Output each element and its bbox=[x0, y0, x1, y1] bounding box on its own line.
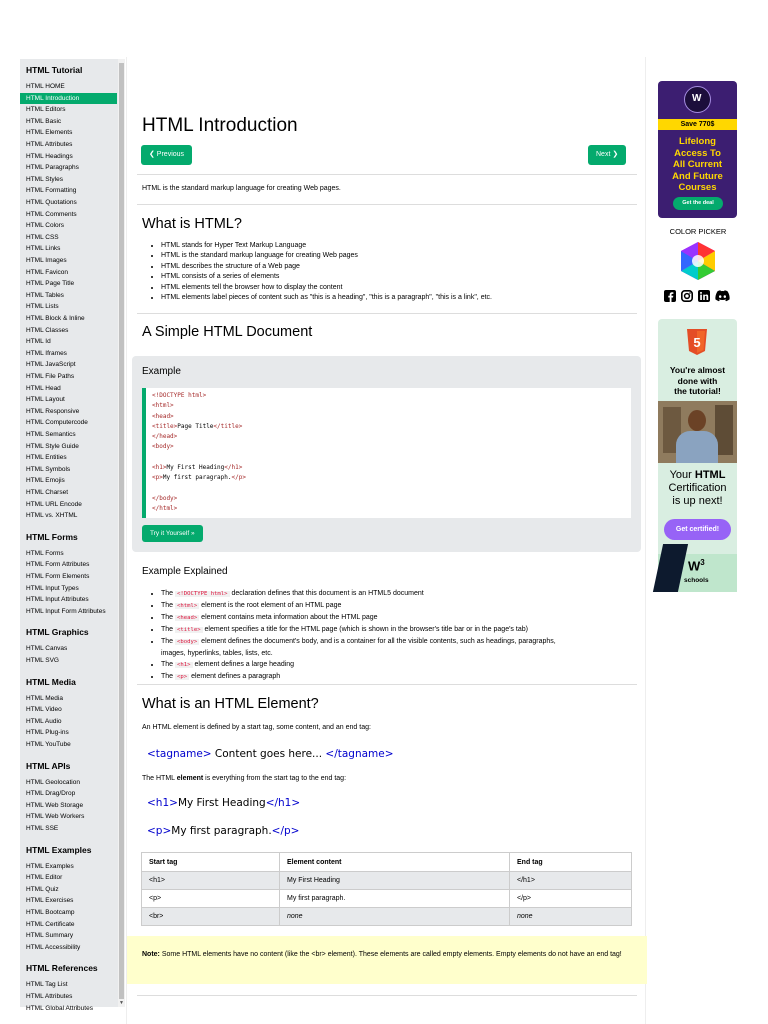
divider bbox=[137, 995, 637, 996]
element-definition-post: is everything from the start tag to the end tag: bbox=[203, 775, 347, 782]
list-item: • HTML elements tell the browser how to display the content bbox=[161, 283, 492, 293]
sidebar-item[interactable]: HTML Elements bbox=[26, 129, 73, 137]
ad1-line: All Current bbox=[672, 159, 723, 170]
sidebar-item[interactable]: HTML Accessibility bbox=[26, 943, 81, 951]
explained-post: element specifies a title for the HTML page (which is shown in the browser's title bar or in the page's tab) bbox=[202, 626, 528, 633]
inline-code: <!DOCTYPE html> bbox=[177, 591, 228, 597]
list-item: • HTML describes the structure of a Web page bbox=[161, 262, 492, 272]
section-title-what-is-html: What is HTML? bbox=[142, 216, 242, 232]
list-item bbox=[161, 612, 556, 624]
sidebar-item[interactable]: HTML Editor bbox=[26, 874, 63, 882]
sidebar-item[interactable]: HTML Global Attributes bbox=[26, 1004, 93, 1012]
example-title: Example bbox=[142, 366, 181, 377]
intro-text: HTML is the standard markup language for creating Web pages. bbox=[142, 185, 341, 192]
explained-pre: The bbox=[161, 614, 176, 621]
ad2-line: the tutorial! bbox=[674, 386, 721, 396]
sidebar-item[interactable]: HTML Geolocation bbox=[26, 778, 80, 786]
table-cell: My First Heading bbox=[280, 872, 510, 890]
sidebar-item[interactable]: HTML Layout bbox=[26, 396, 65, 404]
table-cell: <br> bbox=[142, 908, 280, 926]
list-item: • HTML consists of a series of elements bbox=[161, 272, 492, 282]
sidebar-item[interactable]: HTML YouTube bbox=[26, 741, 71, 748]
code-line: <title>Page Title</title> bbox=[152, 422, 243, 430]
sidebar-item[interactable]: HTML Bootcamp bbox=[26, 909, 75, 916]
discord-icon[interactable] bbox=[715, 290, 730, 302]
explained-pre: The bbox=[161, 602, 176, 609]
sidebar-item[interactable]: HTML Favicon bbox=[26, 268, 69, 276]
p-close: </p> bbox=[271, 825, 300, 837]
instagram-icon[interactable] bbox=[681, 290, 693, 302]
list-item: • HTML is the standard markup language for creating Web pages bbox=[161, 251, 492, 261]
table-row bbox=[142, 890, 632, 908]
explained-post: element is the root element of an HTML page bbox=[199, 602, 342, 609]
table-cell: <p> bbox=[142, 890, 280, 908]
explained-post: element defines a paragraph bbox=[189, 673, 281, 680]
sidebar-item[interactable]: HTML URL Encode bbox=[26, 500, 82, 508]
p-example bbox=[147, 825, 299, 837]
list-item bbox=[161, 659, 556, 671]
sidebar-item[interactable]: HTML Classes bbox=[26, 326, 69, 334]
sidebar-item[interactable]: HTML Web Workers bbox=[26, 813, 85, 821]
table-cell: My first paragraph. bbox=[280, 890, 510, 908]
sidebar-section-title: HTML Examples bbox=[26, 844, 92, 855]
table-header-row bbox=[142, 853, 632, 872]
code-line: </head> bbox=[152, 433, 178, 441]
divider bbox=[137, 174, 637, 175]
sidebar-item[interactable]: HTML Certificate bbox=[26, 920, 75, 928]
sidebar bbox=[20, 59, 125, 1012]
sidebar-item[interactable]: HTML Symbols bbox=[26, 465, 71, 473]
ad1-line: And Future bbox=[672, 170, 723, 182]
sidebar-item[interactable]: HTML HOME bbox=[26, 83, 65, 90]
ad2-line: You're almost bbox=[669, 365, 726, 375]
tagname-open: <tagname> bbox=[147, 748, 212, 760]
sidebar-item[interactable]: HTML Plug-ins bbox=[26, 729, 69, 737]
explained-pre: The bbox=[161, 626, 176, 633]
sidebar-item[interactable]: HTML Style Guide bbox=[26, 442, 79, 450]
inline-code: <html> bbox=[177, 603, 198, 609]
sidebar-section-title: HTML Media bbox=[26, 676, 76, 687]
cert-your: Your bbox=[669, 469, 692, 481]
explained-post: element defines the document's body, and is a container for all the visible contents, such as headings, paragraphs, bbox=[199, 638, 556, 645]
sidebar-item[interactable]: HTML Basic bbox=[26, 117, 62, 125]
sidebar-section-title: HTML Tutorial bbox=[26, 65, 83, 75]
explained-pre: The bbox=[161, 673, 176, 680]
inline-code: <body> bbox=[177, 639, 198, 645]
element-definition-text bbox=[142, 775, 346, 782]
previous-button[interactable]: ❮ Previous bbox=[141, 145, 192, 165]
schools-text: schools bbox=[684, 577, 709, 584]
linkedin-icon[interactable] bbox=[698, 290, 710, 302]
sidebar-item[interactable]: HTML Head bbox=[26, 384, 61, 392]
element-definition-bold: element bbox=[176, 775, 204, 782]
table-header: Element content bbox=[280, 853, 510, 872]
sidebar-item[interactable]: HTML Block & Inline bbox=[26, 315, 85, 322]
color-picker-title: COLOR PICKER bbox=[669, 227, 727, 236]
sidebar-item[interactable]: HTML Comments bbox=[26, 210, 77, 218]
cert-line: Certification bbox=[668, 482, 727, 494]
code-line: </html> bbox=[152, 505, 178, 513]
h1-example bbox=[147, 797, 300, 809]
table-row bbox=[142, 872, 632, 890]
example-explained-list bbox=[161, 588, 556, 683]
save-banner: Save 770$ bbox=[658, 119, 737, 130]
divider bbox=[137, 313, 637, 314]
sidebar-item[interactable]: HTML Audio bbox=[26, 717, 62, 725]
sidebar-item[interactable]: HTML Headings bbox=[26, 152, 73, 160]
certification-ad[interactable] bbox=[658, 319, 737, 592]
table-cell: <h1> bbox=[142, 872, 280, 890]
w3-logo bbox=[688, 558, 705, 573]
sidebar-item[interactable]: HTML Canvas bbox=[26, 645, 68, 653]
try-it-yourself-button[interactable]: Try it Yourself » bbox=[142, 525, 203, 542]
color-picker-icon[interactable] bbox=[677, 241, 719, 281]
inline-code: <p> bbox=[177, 674, 188, 680]
sidebar-item[interactable]: HTML Links bbox=[26, 245, 61, 253]
table-cell: none bbox=[280, 908, 510, 926]
tagname-example bbox=[147, 748, 394, 760]
lifelong-access-ad[interactable] bbox=[658, 81, 737, 218]
h1-close: </h1> bbox=[265, 797, 301, 809]
code-line: <p>My first paragraph.</p> bbox=[152, 474, 246, 482]
sidebar-item[interactable]: HTML Quotations bbox=[26, 199, 77, 206]
table-cell: none bbox=[510, 908, 632, 926]
sidebar-item[interactable]: HTML Computercode bbox=[26, 419, 88, 427]
scrollbar-thumb[interactable] bbox=[119, 63, 124, 999]
cert-html: HTML bbox=[694, 469, 726, 481]
p-open: <p> bbox=[147, 825, 172, 837]
sidebar-item[interactable]: HTML Drag/Drop bbox=[26, 790, 76, 798]
sidebar-item[interactable]: HTML Editors bbox=[26, 106, 66, 114]
sidebar-item[interactable]: HTML Summary bbox=[26, 932, 74, 940]
sidebar-item[interactable]: HTML SSE bbox=[26, 825, 59, 832]
sidebar-item[interactable]: HTML Semantics bbox=[26, 431, 76, 438]
p-text: My first paragraph. bbox=[171, 825, 272, 837]
divider bbox=[137, 684, 637, 685]
sidebar-item[interactable]: HTML Exercises bbox=[26, 897, 74, 905]
sidebar-section-title: HTML Forms bbox=[26, 531, 78, 542]
inline-code: <title> bbox=[177, 627, 201, 633]
w3-w: W bbox=[688, 558, 701, 574]
next-button[interactable]: Next ❯ bbox=[588, 145, 626, 165]
sidebar-item[interactable]: HTML SVG bbox=[26, 657, 59, 664]
code-line: <!DOCTYPE html> bbox=[152, 392, 207, 399]
sidebar-item[interactable]: HTML Responsive bbox=[26, 407, 80, 415]
explained-pre: The bbox=[161, 638, 176, 645]
code-block bbox=[142, 388, 631, 518]
sidebar-item[interactable]: HTML Id bbox=[26, 338, 51, 346]
sidebar-item[interactable]: HTML Formatting bbox=[26, 187, 77, 195]
explained-pre: The bbox=[161, 590, 176, 597]
example-box bbox=[132, 356, 641, 552]
code-line: <head> bbox=[152, 412, 174, 420]
ad1-line: Access To bbox=[674, 147, 721, 159]
sidebar-item[interactable]: HTML Input Types bbox=[26, 584, 79, 592]
sidebar-section-title: HTML Graphics bbox=[26, 627, 89, 638]
divider bbox=[137, 204, 637, 205]
list-item bbox=[161, 636, 556, 648]
main-content bbox=[126, 57, 646, 1024]
table-cell: </p> bbox=[510, 890, 632, 908]
h1-text: My First Heading bbox=[177, 797, 266, 809]
sidebar-item[interactable]: HTML Iframes bbox=[26, 349, 67, 357]
sidebar-item[interactable]: HTML Input Form Attributes bbox=[26, 607, 106, 615]
sidebar-item[interactable]: HTML Tables bbox=[26, 291, 64, 299]
list-item: • HTML stands for Hyper Text Markup Language bbox=[161, 241, 492, 251]
element-table bbox=[141, 852, 632, 926]
scroll-down-icon[interactable]: ▼ bbox=[119, 1000, 124, 1006]
sidebar-section-title: HTML APIs bbox=[26, 760, 71, 771]
get-the-deal-button[interactable]: Get the deal bbox=[673, 197, 723, 210]
sidebar-item[interactable]: HTML Forms bbox=[26, 549, 64, 557]
ad1-line: Courses bbox=[678, 182, 717, 193]
code-line bbox=[152, 484, 625, 494]
code-line: <body> bbox=[152, 443, 174, 451]
table-cell: </h1> bbox=[510, 872, 632, 890]
code-line: <html> bbox=[152, 402, 174, 410]
sidebar-item[interactable]: HTML Colors bbox=[26, 222, 65, 230]
sidebar-item[interactable]: HTML Lists bbox=[26, 303, 59, 311]
sidebar-item[interactable]: HTML Web Storage bbox=[26, 801, 84, 809]
ad2-footer bbox=[658, 554, 737, 592]
explained-post: images, hyperlinks, tables, lists, etc. bbox=[161, 650, 273, 657]
sidebar-item[interactable]: HTML Input Attributes bbox=[26, 596, 89, 604]
sidebar-scrollbar[interactable] bbox=[118, 59, 125, 1007]
sidebar-item[interactable]: HTML Charset bbox=[26, 489, 69, 496]
sidebar-item[interactable]: HTML Form Attributes bbox=[26, 561, 90, 569]
list-item bbox=[161, 648, 556, 659]
note-label: Note: bbox=[142, 951, 160, 958]
html5-shield-icon bbox=[686, 329, 708, 355]
ad2-headline bbox=[658, 365, 737, 397]
explained-post: element contains meta information about the HTML page bbox=[199, 614, 378, 621]
section-title-simple-document: A Simple HTML Document bbox=[142, 324, 313, 340]
social-icons bbox=[664, 290, 734, 303]
inline-code: <head> bbox=[177, 615, 198, 621]
list-item bbox=[161, 624, 556, 636]
code-line bbox=[152, 453, 625, 463]
sidebar-item[interactable]: HTML Attributes bbox=[26, 141, 73, 148]
table-header: End tag bbox=[510, 853, 632, 872]
element-definition-pre: The HTML bbox=[142, 775, 177, 782]
w3-logo-letter: W bbox=[692, 93, 702, 104]
table-header: Start tag bbox=[142, 853, 280, 872]
w3schools-logo bbox=[684, 86, 711, 113]
dark-shape bbox=[653, 544, 688, 592]
sidebar-item[interactable]: HTML Entities bbox=[26, 454, 67, 462]
sidebar-item[interactable]: HTML Form Elements bbox=[26, 573, 90, 580]
code-line: <h1>My First Heading</h1> bbox=[152, 464, 243, 472]
cert-line: is up next! bbox=[672, 495, 723, 507]
ad1-headline bbox=[658, 136, 737, 194]
ad2-line: done with bbox=[677, 375, 718, 386]
facebook-icon[interactable] bbox=[664, 290, 676, 302]
sidebar-item[interactable]: HTML Introduction bbox=[20, 93, 117, 104]
sidebar-item[interactable]: HTML Paragraphs bbox=[26, 164, 79, 172]
section-title-html-element: What is an HTML Element? bbox=[142, 696, 319, 712]
w3-3: 3 bbox=[700, 558, 705, 567]
sidebar-item[interactable]: HTML Page Title bbox=[26, 280, 75, 288]
sidebar-section-title: HTML References bbox=[26, 963, 98, 974]
sidebar-item[interactable]: HTML Media bbox=[26, 694, 63, 702]
explained-post: declaration defines that this document is an HTML5 document bbox=[229, 590, 424, 597]
inline-code: <h1> bbox=[177, 662, 191, 668]
sidebar-item[interactable]: HTML File Paths bbox=[26, 373, 75, 380]
tagname-content: Content goes here... bbox=[211, 748, 326, 760]
explained-post: element defines a large heading bbox=[192, 661, 295, 668]
html5-number: 5 bbox=[693, 335, 701, 350]
sidebar-item[interactable]: HTML vs. XHTML bbox=[26, 512, 78, 520]
list-item bbox=[161, 588, 556, 600]
sidebar-item[interactable]: HTML Emojis bbox=[26, 477, 65, 485]
what-is-html-list bbox=[161, 241, 492, 303]
sidebar-item[interactable]: HTML Images bbox=[26, 257, 67, 264]
tagname-close: </tagname> bbox=[325, 748, 394, 760]
example-explained-title: Example Explained bbox=[142, 566, 228, 577]
explained-pre: The bbox=[161, 661, 176, 668]
code-line: </body> bbox=[152, 494, 178, 502]
sidebar-item[interactable]: HTML Quiz bbox=[26, 885, 59, 893]
list-item bbox=[161, 671, 556, 683]
sidebar-item[interactable]: HTML CSS bbox=[26, 233, 59, 241]
table-row bbox=[142, 908, 632, 926]
note-text: Some HTML elements have no content (like the <br> element). These elements are called empty elements. Empty elements do not have an end tag! bbox=[159, 951, 622, 958]
list-item bbox=[161, 600, 556, 612]
h1-open: <h1> bbox=[147, 797, 178, 809]
element-intro-text: An HTML element is defined by a start tag, some content, and an end tag: bbox=[142, 724, 371, 731]
sidebar-item[interactable]: HTML Video bbox=[26, 706, 62, 714]
list-item: • HTML elements label pieces of content such as "this is a heading", "this is a paragraph", "this is a link", etc. bbox=[161, 293, 492, 303]
certification-text bbox=[658, 469, 737, 508]
page-title: HTML Introduction bbox=[142, 115, 298, 136]
person-photo bbox=[658, 401, 737, 463]
sidebar-item[interactable]: HTML Attributes bbox=[26, 993, 73, 1000]
sidebar-item[interactable]: HTML JavaScript bbox=[26, 361, 76, 369]
ad1-line: Lifelong bbox=[679, 136, 716, 147]
get-certified-button[interactable]: Get certified! bbox=[664, 519, 731, 540]
sidebar-item[interactable]: HTML Tag List bbox=[26, 981, 68, 989]
sidebar-item[interactable]: HTML Examples bbox=[26, 862, 74, 870]
note-box bbox=[127, 936, 647, 984]
sidebar-item[interactable]: HTML Styles bbox=[26, 175, 63, 183]
